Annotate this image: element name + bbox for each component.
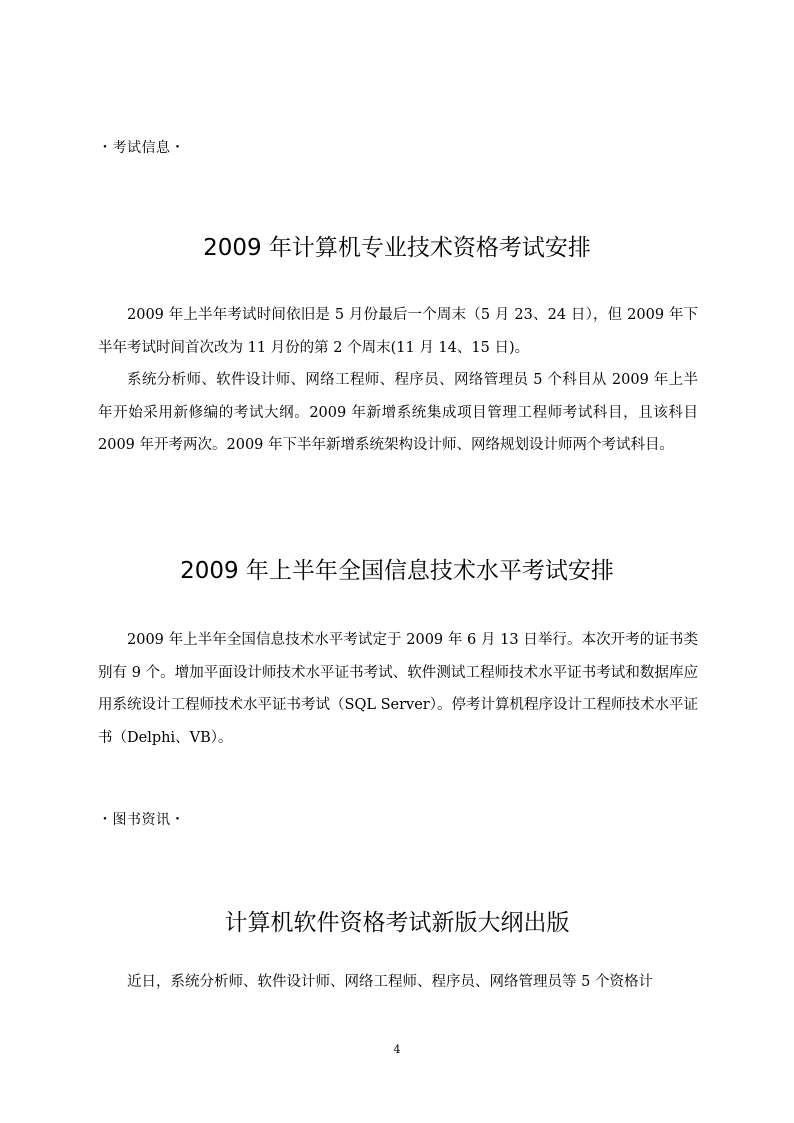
- page-number: 4: [393, 1043, 401, 1056]
- paragraph: 2009 年上半年全国信息技术水平考试定于 2009 年 6 月 13 日举行。本次开考的证书类别有 9 个。增加平面设计师技术水平证书考试、软件测试工程师技术水平证书考试和数据库应用系统设计工程师技术水平证书考试（SQL Server）。停考计算机程序设计工程师技术水平证书（Delphi、VB）。: [98, 632, 698, 746]
- paragraph: 近日，系统分析师、软件设计师、网络工程师、程序员、网络管理员等 5 个资格计: [127, 974, 653, 990]
- article-title-computer-exam: 2009 年计算机专业技术资格考试安排: [203, 235, 591, 261]
- paragraph: 系统分析师、软件设计师、网络工程师、程序员、网络管理员 5 个科目从 2009 年上半年开始采用新修编的考试大纲。2009 年新增系统集成项目管理工程师考试科目，且该科目 2009 年开考两次。2009 年下半年新增系统架构设计师、网络规划设计师两个考试科目。: [98, 372, 698, 453]
- section-tag-book-news: ・图书资讯・: [98, 812, 185, 828]
- paragraph: 2009 年上半年考试时间依旧是 5 月份最后一个周末（5 月 23、24 日），但 2009 年下半年考试时间首次改为 11 月份的第 2 个周末(11 月 14、15 日)。: [98, 307, 698, 356]
- article-title-syllabus-published: 计算机软件资格考试新版大纲出版: [224, 910, 570, 936]
- article-title-it-level-exam: 2009 年上半年全国信息技术水平考试安排: [180, 558, 614, 584]
- section-tag-exam-info: ・考试信息・: [98, 140, 185, 156]
